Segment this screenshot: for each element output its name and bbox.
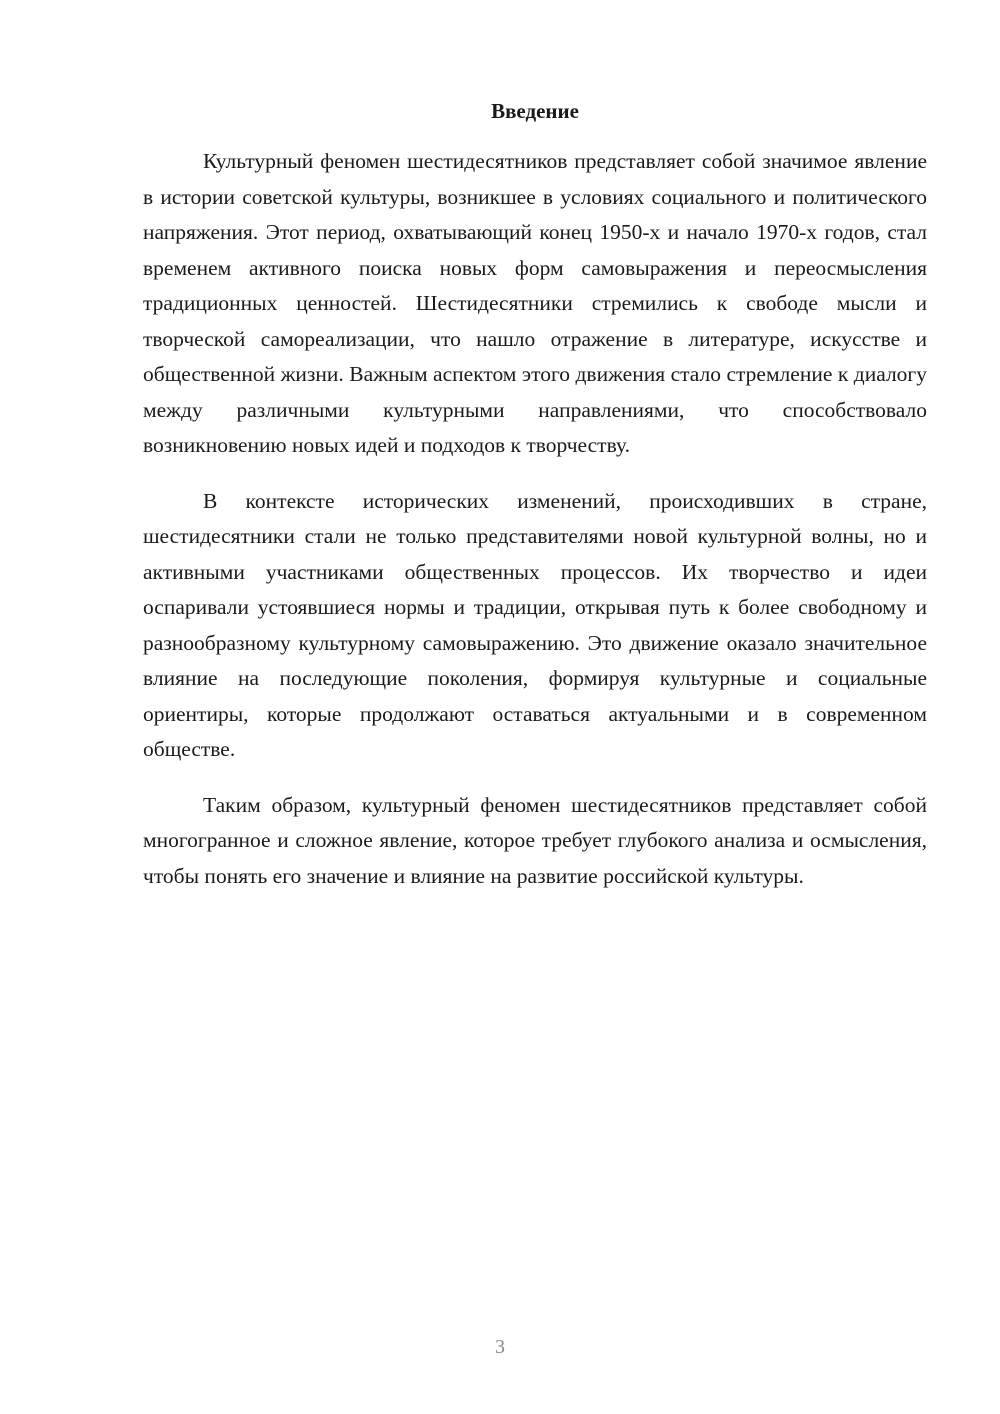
page-number: 3 <box>495 1336 505 1358</box>
page-content <box>143 98 927 914</box>
section-title: Введение <box>491 99 579 123</box>
paragraph-1: Культурный феномен шестидесятников представляет собой значимое явление в истории советской культуры, возникшее в условиях социального и политического напряжения. Этот период, охватывающий конец 1950-х и начало 1970-х годов, стал временем активного поиска новых форм самовыражения и переосмысления традиционных ценностей. Шестидесятники стремились к свободе мысли и творческой самореализации, что нашло отражение в литературе, искусстве и общественной жизни. Важным аспектом этого движения стало стремление к диалогу между различными культурными направлениями, что способствовало возникновению новых идей и подходов к творчеству. <box>143 149 927 457</box>
paragraph-2: В контексте исторических изменений, происходивших в стране, шестидесятники стали не только представителями новой культурной волны, но и активными участниками общественных процессов. Их творчество и идеи оспаривали устоявшиеся нормы и традиции, открывая путь к более свободному и разнообразному культурному самовыражению. Это движение оказало значительное влияние на последующие поколения, формируя культурные и социальные ориентиры, которые продолжают оставаться актуальными и в современном обществе. <box>143 488 927 761</box>
paragraph-3: Таким образом, культурный феномен шестидесятников представляет собой многогранное и сложное явление, которое требует глубокого анализа и осмысления, чтобы понять его значение и влияние на развитие российской культуры. <box>143 792 927 888</box>
